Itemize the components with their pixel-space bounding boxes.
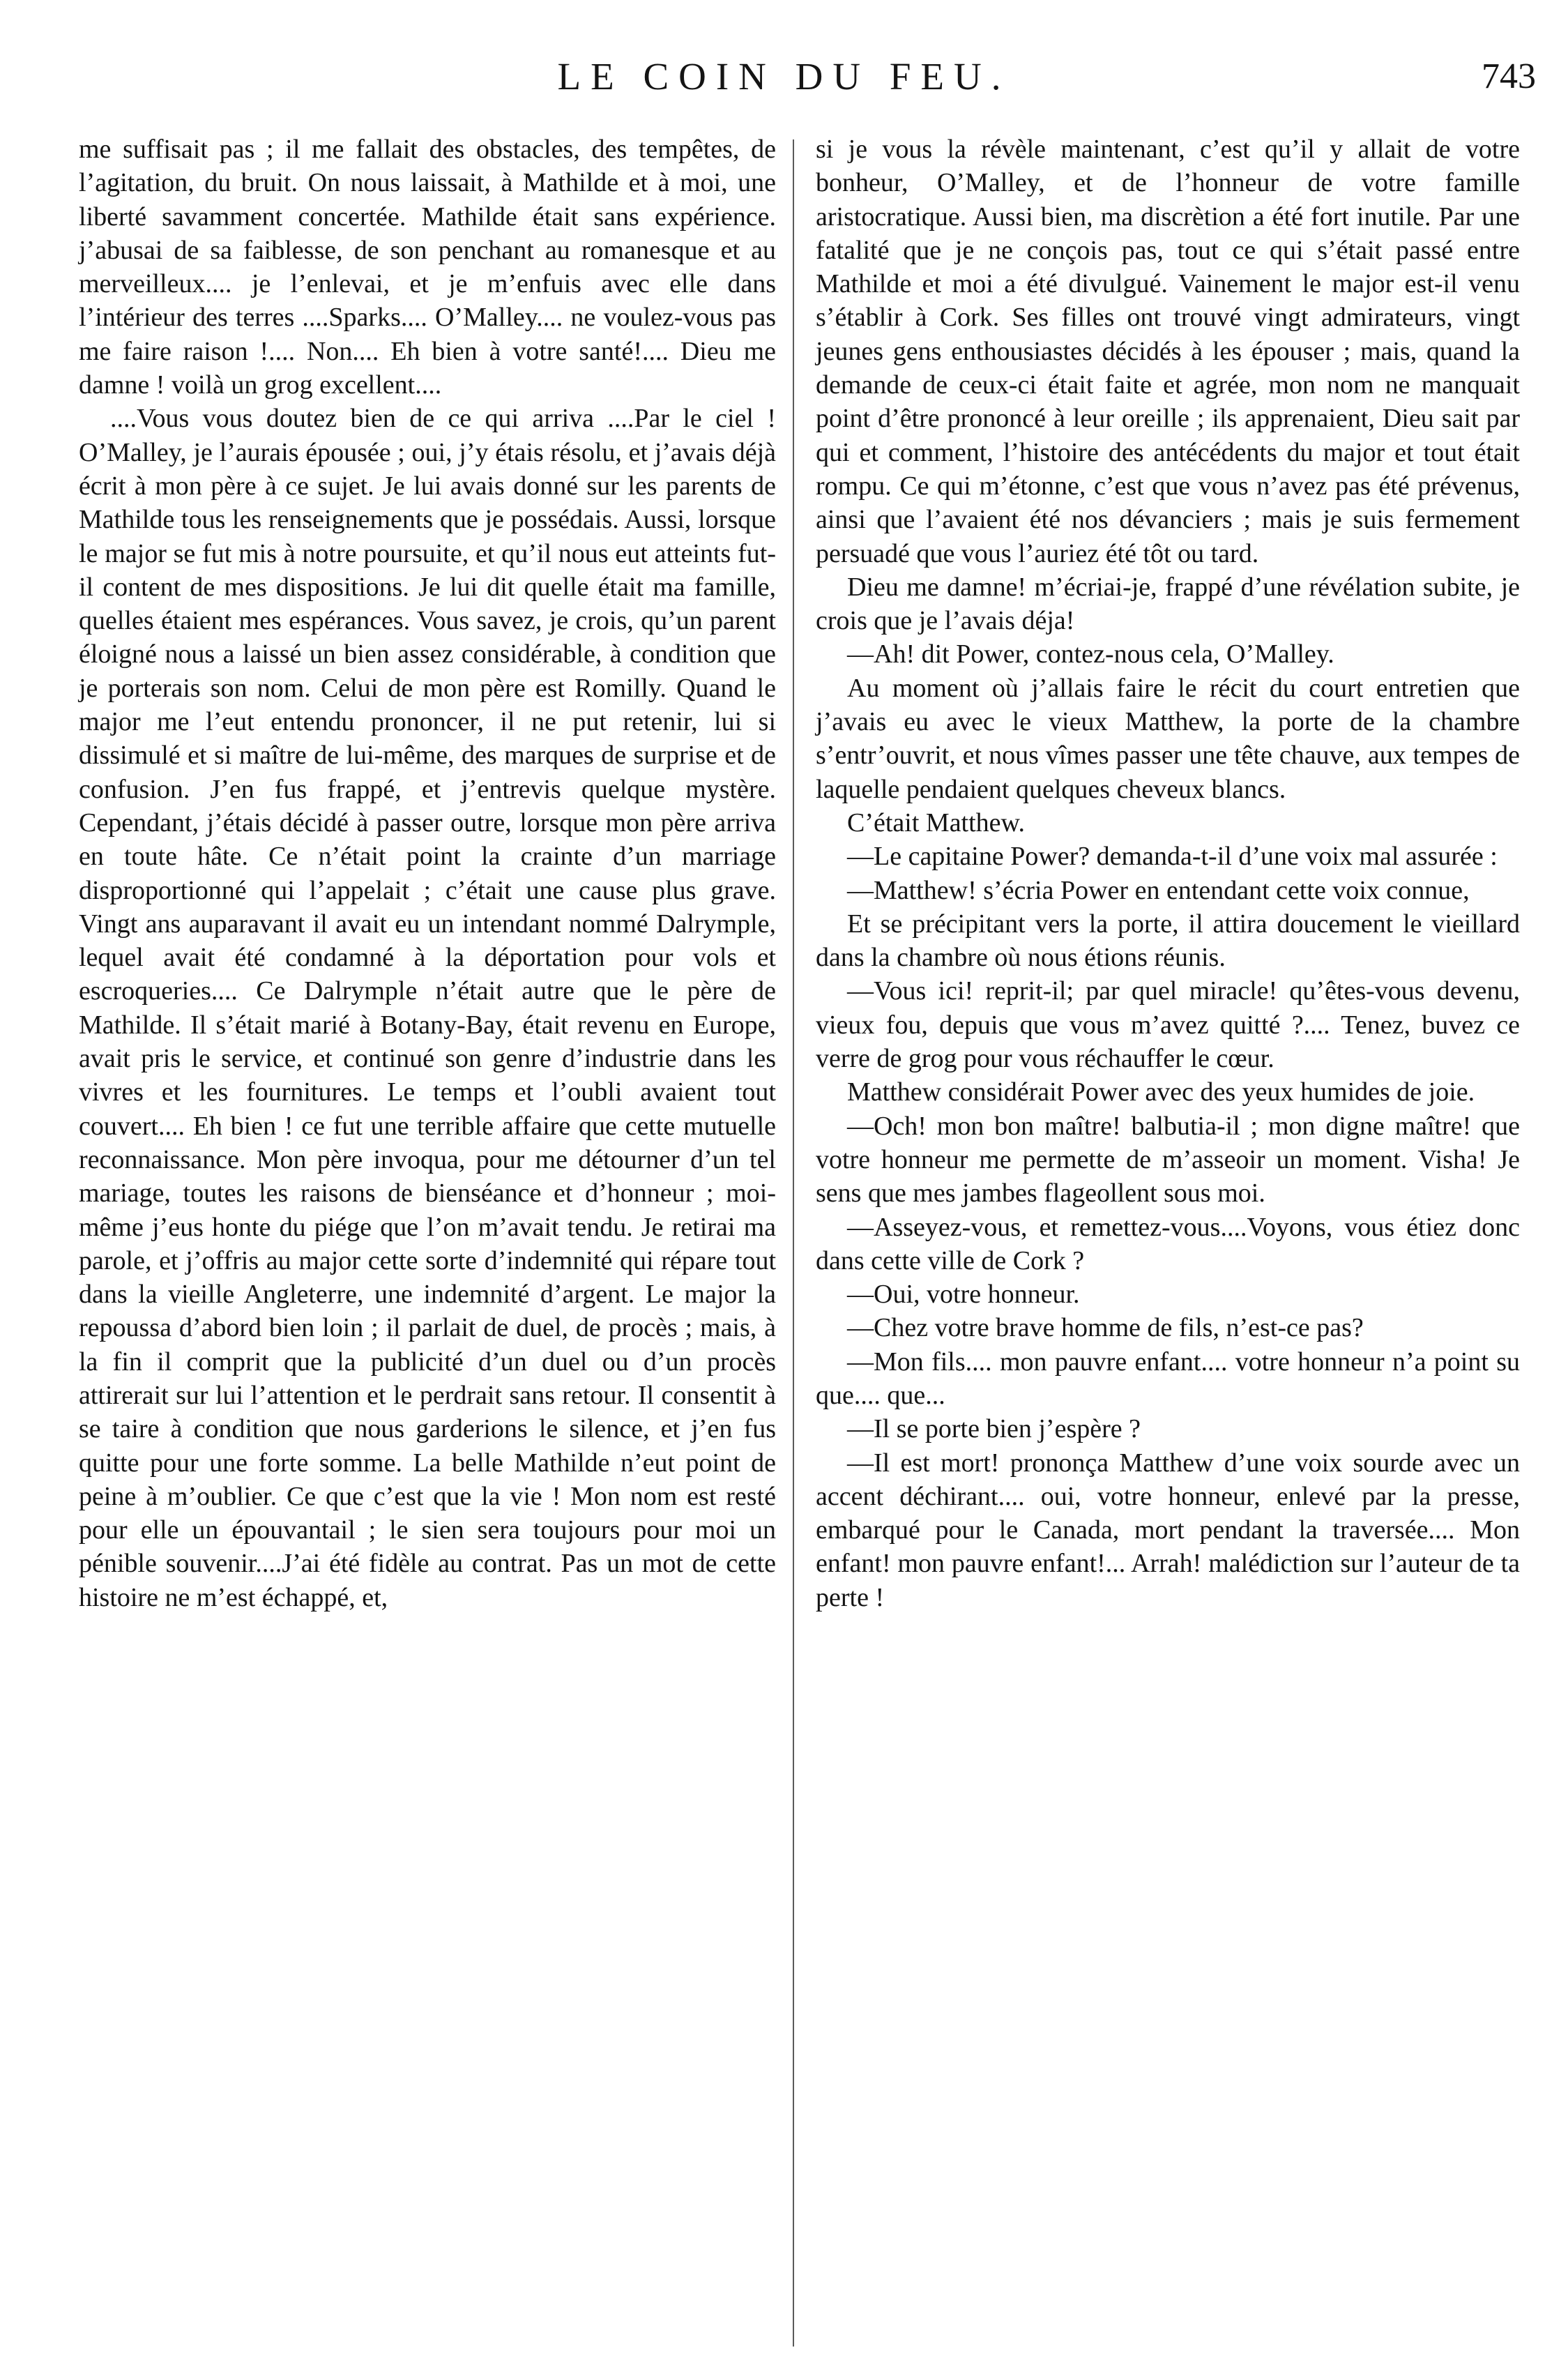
right-column bbox=[816, 132, 1520, 1614]
right-paragraph-5: C’était Matthew. bbox=[847, 808, 1026, 837]
right-paragraph-10: Matthew considérait Power avec des yeux humides de joie. bbox=[847, 1077, 1475, 1107]
right-paragraph-9: —Vous ici! reprit-il; par quel miracle! qu’êtes-vous devenu, vieux fou, depuis que vous m’avez quitté ?.... Tenez, buvez ce verre de grog pour vous réchauffer le cœur. bbox=[816, 976, 1520, 1074]
right-paragraph-1: si je vous la révèle maintenant, c’est qu’il y allait de votre bonheur, O’Malley, et de l’honneur de votre famille aristocratique. Aussi bien, ma discrètion a été fort inutile. Par une fatalité que je ne conçois pas, tout ce qui s’était passé entre Mathilde et moi a été divulgué. Vainement le major est-il venu s’établir à Cork. Ses filles ont trouvé vingt admirateurs, vingt jeunes gens enthousiastes décidés à les épouser ; mais, quand la demande de ceux-ci était faite et agrée, mon nom ne manquait point d’être prononcé à leur oreille ; ils apprenaient, Dieu sait par qui et comment, l’histoire des antécédents du major et tout était rompu. Ce qui m’étonne, c’est que vous n’avez pas été prévenus, ainsi que l’avaient été nos dévanciers ; mais je suis fermement persuadé que vous l’auriez été tôt ou tard. bbox=[816, 135, 1520, 568]
right-paragraph-6: —Le capitaine Power? demanda-t-il d’une voix mal assurée : bbox=[847, 842, 1498, 872]
left-paragraph-2: ....Vous vous doutez bien de ce qui arriva ....Par le ciel ! O’Malley, je l’aurais épousée ; oui, j’y étais résolu, et j’avais déjà écrit à mon père à ce sujet. Je lui avais donné sur les parents de Mathilde tous les renseignements que je possédais. Aussi, lorsque le major se fut mis à notre poursuite, et qu’il nous eut atteints fut-il content de mes dispositions. Je lui dit quelle était ma famille, quelles étaient mes espérances. Vous savez, je crois, qu’un parent éloigné nous a laissé un bien assez considérable, à condition que je porterais son nom. Celui de mon père est Romilly. Quand le major me l’eut entendu prononcer, il ne put retenir, lui si dissimulé et si maître de lui-même, des marques de surprise et de confusion. J’en fus frappé, et j’entrevis quelque mystère. Cependant, j’étais décidé à passer outre, lorsque mon père arriva en toute hâte. Ce n’était point la crainte d’un marriage disproportionné qui l’appelait ; c’était une cause plus grave. Vingt ans auparavant il avait eu un intendant nommé Dalrymple, lequel avait été condamné à la déportation pour vols et escroqueries.... Ce Dalrymple n’était autre que le père de Mathilde. Il s’était marié à Botany-Bay, était revenu en Europe, avait pris le service, et continué son genre d’industrie dans les vivres et les fournitures. Le temps et l’oubli avaient tout couvert.... Eh bien ! ce fut une terrible affaire que cette mutuelle reconnaissance. Mon père invoqua, pour me détourner d’un tel mariage, toutes les raisons de bienséance et d’honneur ; moi-même j’eus honte du piége que l’on m’avait tendu. Je retirai ma parole, et j’offris au major cette sorte d’indemnité qui répare tout dans la vieille Angleterre, une indemnité d’argent. Le major la repoussa d’abord bien loin ; il parlait de duel, de procès ; mais, à la fin il comprit que la publicité d’un duel ou d’un procès attirerait sur lui l’attention et le perdrait sans retour. Il consentit à se taire à condition que nous garderions le silence, et j’en fus quitte pour une forte somme. La belle Mathilde n’eut point de peine à m’oublier. Ce que c’est que la vie ! Mon nom est resté pour elle un épouvantail ; le sien sera toujours pour moi un pénible souvenir....J’ai été fidèle au contrat. Pas un mot de cette histoire ne m’est échappé, et, bbox=[79, 404, 776, 1612]
right-paragraph-17: —Il est mort! prononça Matthew d’une voix sourde avec un accent déchirant.... oui, votre honneur, enlevé par la presse, embarqué pour le Canada, mort pendant la traversée.... Mon enfant! mon pauvre enfant!... Arrah! malédiction sur l’auteur de ta perte ! bbox=[816, 1448, 1520, 1612]
left-column bbox=[79, 132, 776, 1614]
right-paragraph-7: —Matthew! s’écria Power en entendant cette voix connue, bbox=[847, 875, 1470, 905]
right-paragraph-3: —Ah! dit Power, contez-nous cela, O’Malley. bbox=[847, 639, 1334, 669]
right-paragraph-16: —Il se porte bien j’espère ? bbox=[847, 1414, 1141, 1444]
right-paragraph-14: —Chez votre brave homme de fils, n’est-ce pas? bbox=[847, 1313, 1364, 1343]
right-paragraph-8: Et se précipitant vers la porte, il attira doucement le vieillard dans la chambre où nous étions réunis. bbox=[816, 909, 1520, 973]
right-paragraph-11: —Och! mon bon maître! balbutia-il ; mon digne maître! que votre honneur me permette de m’asseoir un moment. Visha! Je sens que mes jambes flageollent sous moi. bbox=[816, 1111, 1520, 1208]
right-paragraph-2: Dieu me damne! m’écriai-je, frappé d’une révélation subite, je crois que je l’avais déja! bbox=[816, 572, 1520, 636]
right-paragraph-4: Au moment où j’allais faire le récit du court entretien que j’avais eu avec le vieux Matthew, la porte de la chambre s’entr’ouvrit, et nous vîmes passer une tête chauve, aux tempes de laquelle pendaient quelques cheveux blancs. bbox=[816, 673, 1520, 804]
running-title: LE COIN DU FEU. bbox=[557, 55, 1011, 98]
right-paragraph-12: —Asseyez-vous, et remettez-vous....Voyons, vous étiez donc dans cette ville de Cork ? bbox=[816, 1212, 1520, 1275]
page-header bbox=[0, 54, 1568, 110]
left-paragraph-1: me suffisait pas ; il me fallait des obstacles, des tempêtes, de l’agitation, du bruit. On nous laissait, à Mathilde et à moi, une liberté savamment concertée. Mathilde était sans expérience. j’abusai de sa faiblesse, de son penchant au romanesque et au merveilleux.... je l’enlevai, et je m’enfuis avec elle dans l’intérieur des terres ....Sparks.... O’Malley.... ne voulez-vous pas me faire raison !.... Non.... Eh bien à votre santé!.... Dieu me damne ! voilà un grog excellent.... bbox=[79, 135, 776, 400]
right-paragraph-15: —Mon fils.... mon pauvre enfant.... votre honneur n’a point su que.... que... bbox=[816, 1347, 1520, 1410]
column-divider bbox=[793, 139, 794, 2347]
right-paragraph-13: —Oui, votre honneur. bbox=[847, 1280, 1080, 1310]
page-number: 743 bbox=[1482, 56, 1536, 96]
